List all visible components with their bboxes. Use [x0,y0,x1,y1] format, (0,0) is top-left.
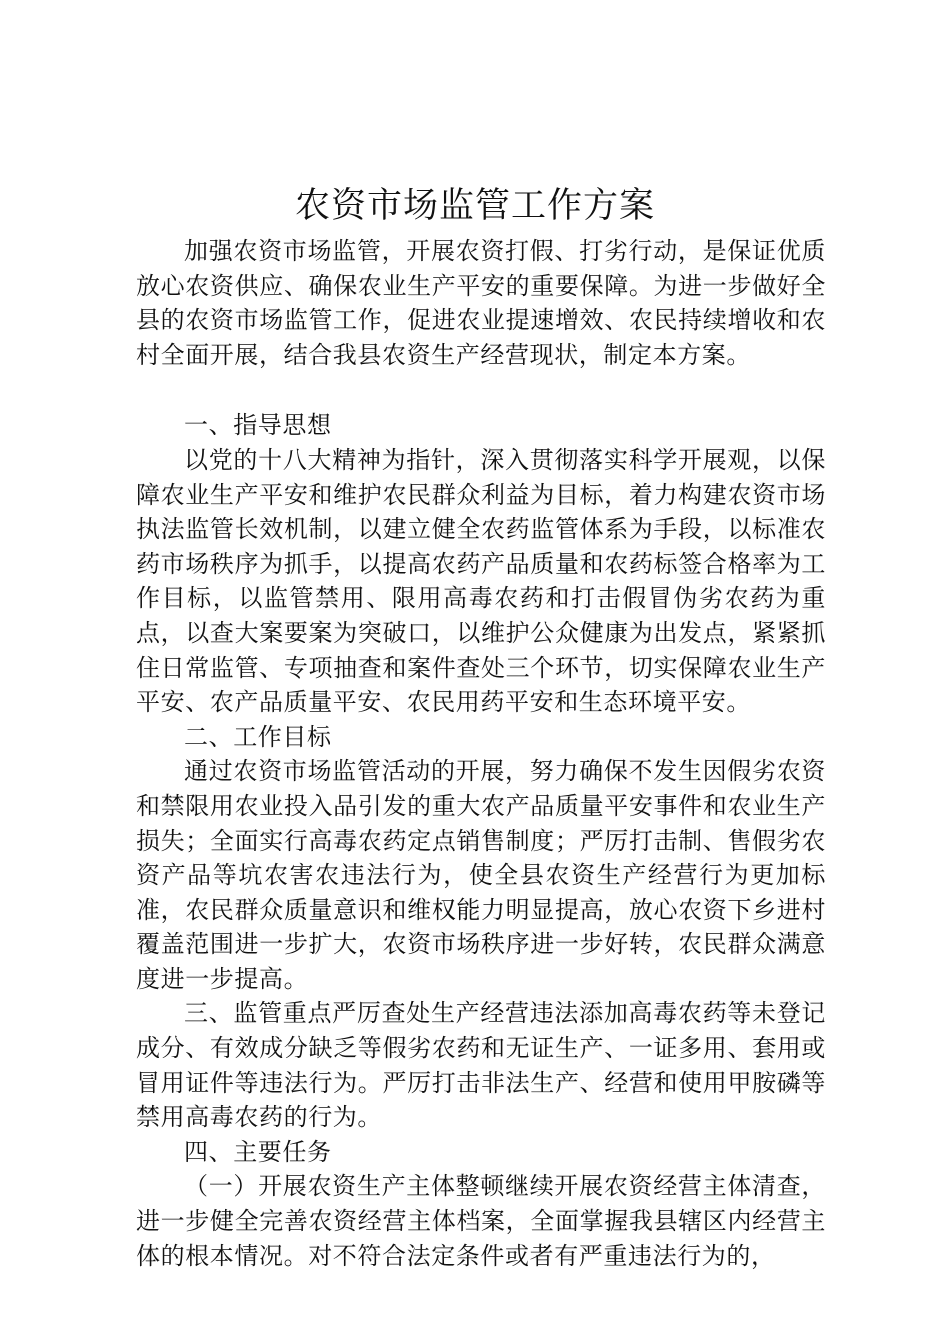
intro-paragraph: 加强农资市场监管，开展农资打假、打劣行动，是保证优质放心农资供应、确保农业生产平安的重要保障。为进一步做好全县的农资市场监管工作，促进农业提速增效、农民持续增收和农村全面开展，结合我县农资生产经营现状，制定本方案。 [136,237,826,369]
document-body [136,234,826,1273]
section-2-heading: 二、工作目标 [184,722,332,751]
section-1-heading: 一、指导思想 [184,411,332,440]
section-4-heading: 四、主要任务 [184,1137,332,1166]
paragraph-gap [136,372,826,408]
section-3-paragraph: 三、监管重点严厉查处生产经营违法添加高毒农药等未登记成分、有效成分缺乏等假劣农药和无证生产、一证多用、套用或冒用证件等违法行为。严厉打击非法生产、经营和使用甲胺磷等禁用高毒农药的行为。 [136,999,826,1132]
document-title: 农资市场监管工作方案 [294,186,655,226]
section-2-body: 通过农资市场监管活动的开展，努力确保不发生因假劣农资和禁限用农业投入品引发的重大农产品质量平安事件和农业生产损失；全面实行高毒农药定点销售制度；严厉打击制、售假劣农资产品等坑农害农违法行为，使全县农资生产经营行为更加标准，农民群众质量意识和维权能力明显提高，放心农资下乡进村覆盖范围进一步扩大，农资市场秩序进一步好转，农民群众满意度进一步提高。 [136,757,826,993]
section-1-body: 以党的十八大精神为指针，深入贯彻落实科学开展观，以保障农业生产平安和维护农民群众利益为目标，着力构建农资市场执法监管长效机制，以建立健全农药监管体系为手段，以标准农药市场秩序为抓手，以提高农药产品质量和农药标签合格率为工作目标，以监管禁用、限用高毒农药和打击假冒伪劣农药为重点，以查大案要案为突破口，以维护公众健康为出发点，紧紧抓住日常监管、专项抽查和案件查处三个环节，切实保障农业生产平安、农产品质量平安、农民用药平安和生态环境平安。 [136,445,826,717]
section-4-item-1: （一）开展农资生产主体整顿继续开展农资经营主体清查，进一步健全完善农资经营主体档案，全面掌握我县辖区内经营主体的根本情况。对不符合法定条件或者有严重违法行为的， [136,1172,826,1270]
